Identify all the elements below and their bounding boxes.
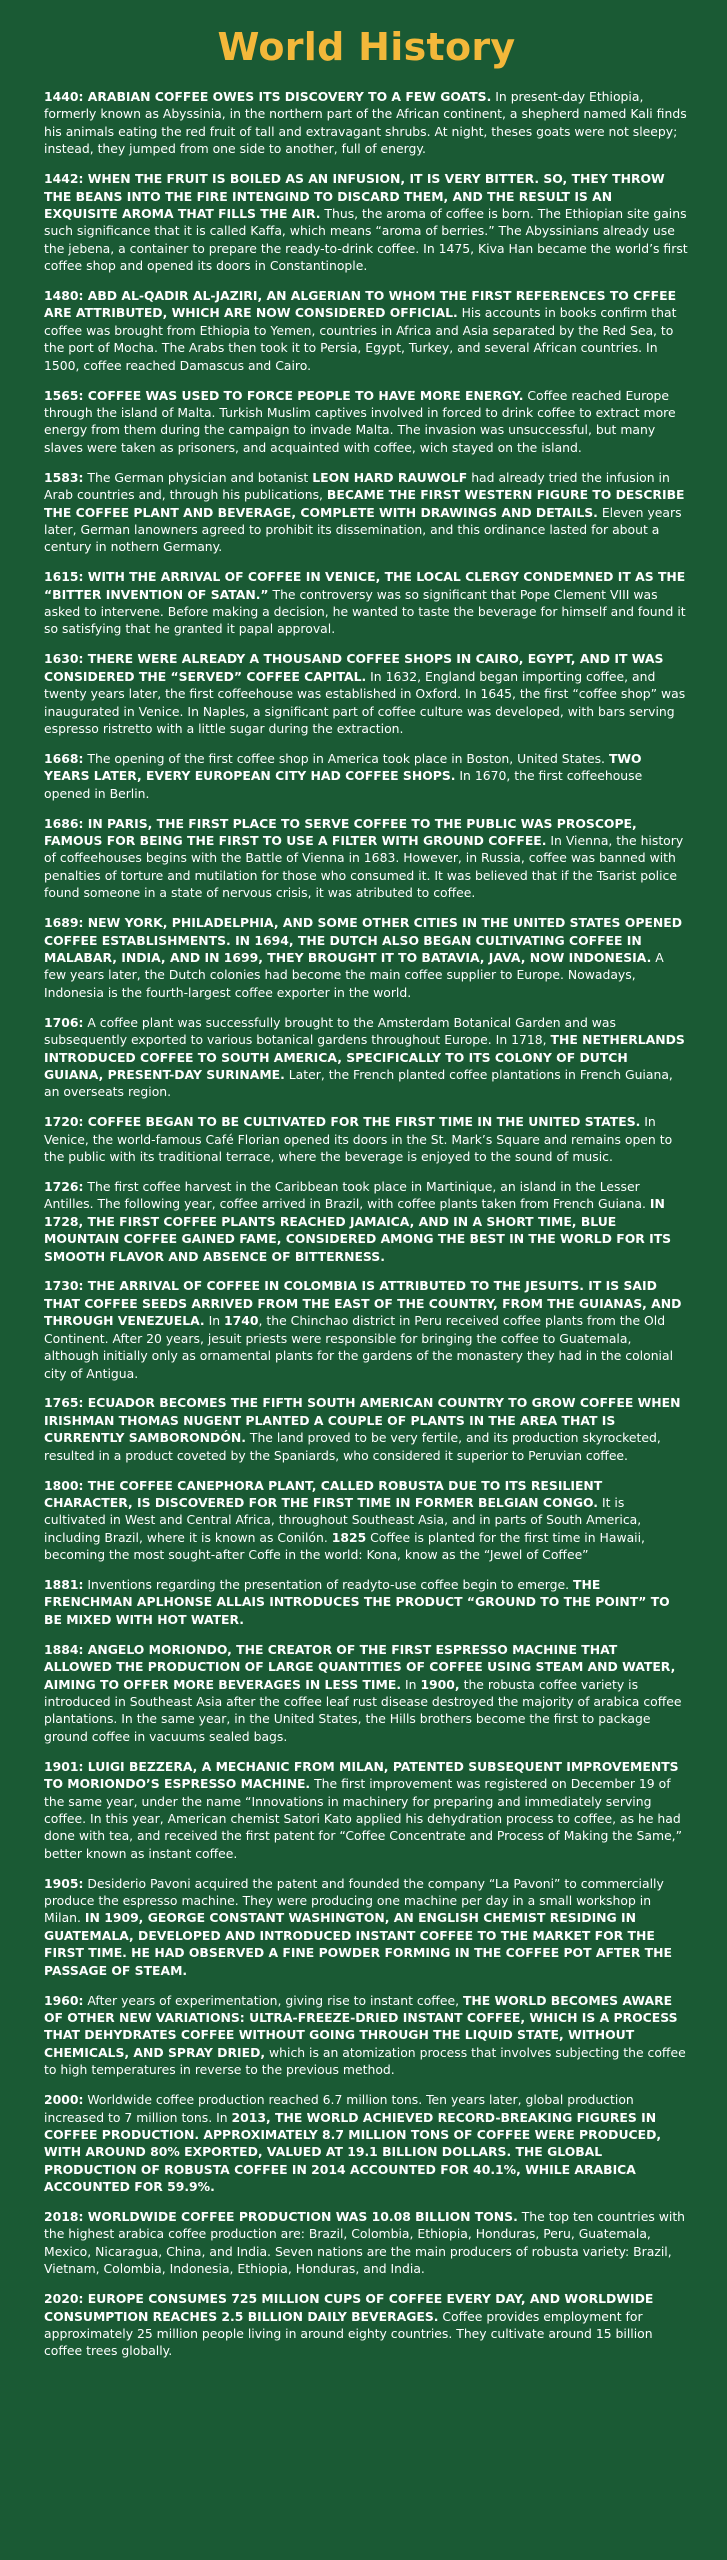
timeline-entry <box>44 1641 689 1745</box>
entry-text: The land proved to be very fertile, and its production skyrocketed, resulted in a product coveted by the Spaniards, who considered it superior to Peruvian coffee. <box>44 1430 661 1463</box>
entry-text: In 1632, England began importing coffee, and twenty years later, the first coffeehouse was established in Oxford. In 1645, the first “coffee shop” was inaugurated in Venice. In Naples, a significant part of coffee culture was developed, with bars serving espresso ristretto with a little sugar during the extraction. <box>44 668 686 736</box>
entry-text: In Venice, the world-famous Café Florian opened its doors in the St. Mark’s Square and remains open to the public with its traditional terrace, where the beverage is enjoyed to the sound of music. <box>44 1114 673 1165</box>
entry-text: Coffee reached Europe through the island of Malta. Turkish Muslim captives involved in forced to drink coffee to extract more energy from them during the campaign to invade Malta. The invasion was unsuccessful, but many slaves were taken as prisoners, and acquainted with coffee, wich stayed on the island. <box>44 387 676 455</box>
entry-text: The first improvement was registered on December 19 of the same year, under the name “Innovations in machinery for preparing and immediately serving coffee. In this year, American chemist Satori Kato applied his dehydration process to coffee, as he had done with tea, and received the first patent for “Coffee Concentrate and Process of Making the Same,” better known as instant coffee. <box>44 1776 683 1861</box>
entry-highlight: 1740 <box>224 1313 259 1329</box>
entry-highlight: 1960: <box>44 1992 84 2008</box>
entry-highlight: 2013, THE WORLD ACHIEVED RECORD-BREAKING FIGURES IN COFFEE PRODUCTION. APPROXIMATELY 8.7 MILLION TONS OF COFFEE WERE PRODUCED, WITH AROUND 80% EXPORTED, VALUED AT 19.1 BILLION DOLLARS. THE GLOBAL PRODUCTION OF ROBUSTA COFFEE IN 2014 ACCOUNTED FOR 40.1%, WHILE ARABICA ACCOUNTED FOR 59.9%. <box>44 2109 662 2195</box>
entry-highlight: THE FRENCHMAN APLHONSE ALLAIS INTRODUCES THE PRODUCT “GROUND TO THE POINT” TO BE MIXED WITH HOT WATER. <box>44 1577 670 1627</box>
entry-highlight: 1905: <box>44 1875 84 1891</box>
entry-text: The controversy was so significant that Pope Clement VIII was asked to intervene. Before making a decision, he wanted to taste the beverage for himself and found it so satisfying that he granted it papal approval. <box>44 586 686 637</box>
entry-highlight: 1583: <box>44 469 84 485</box>
entry-highlight: 2000: <box>44 2092 84 2108</box>
timeline-entry <box>44 1477 689 1564</box>
entry-text: In <box>204 1313 225 1329</box>
entry-text: In <box>401 1676 421 1692</box>
entry-highlight: IN 1909, GEORGE CONSTANT WASHINGTON, AN ENGLISH CHEMIST RESIDING IN GUATEMALA, DEVELOPED AND INTRODUCED INSTANT COFFEE TO THE MARKET FOR THE FIRST TIME. HE HAD OBSERVED A FINE POWDER FORMING IN THE COFFEE POT AFTER THE PASSAGE OF STEAM. <box>44 1910 672 1978</box>
entry-highlight: 1901: LUIGI BEZZERA, A MECHANIC FROM MILAN, PATENTED SUBSEQUENT IMPROVEMENTS TO MORIONDO’S ESPRESSO MACHINE. <box>44 1758 679 1792</box>
entry-highlight: 1825 <box>331 1529 367 1545</box>
entry-text: A few years later, the Dutch colonies had become the main coffee supplier to Europe. Nowadays, Indonesia is the fourth-largest coffee exporter in the world. <box>44 949 664 1000</box>
timeline-entry <box>44 914 689 1001</box>
entry-highlight: 1442: WHEN THE FRUIT IS BOILED AS AN INFUSION, IT IS VERY BITTER. SO, THEY THROW THE BEANS INTO THE FIRE INTENGIND TO DISCARD THEM, AND THE RESULT IS AN EXQUISITE AROMA THAT FILLS THE AIR. <box>44 171 665 221</box>
entry-text: It is cultivated in West and Central Africa, throughout Southeast Asia, and in parts of South America, including Brazil, where it is known as Conilón. <box>44 1494 642 1545</box>
entry-highlight: 2020: EUROPE CONSUMES 725 MILLION CUPS OF COFFEE EVERY DAY, AND WORLDWIDE CONSUMPTION REACHES 2.5 BILLION DAILY BEVERAGES. <box>44 2291 654 2324</box>
entry-text: which is an atomization process that involves subjecting the coffee to high temperatures in reverse to the previous method. <box>44 2044 686 2078</box>
timeline <box>44 88 689 2360</box>
timeline-entry <box>44 1113 689 1165</box>
entry-highlight: 1730: THE ARRIVAL OF COFFEE IN COLOMBIA IS ATTRIBUTED TO THE JESUITS. IT IS SAID THAT COFFEE SEEDS ARRIVED FROM THE EAST OF THE COUNTRY, FROM THE GUIANAS, AND THROUGH VENEZUELA. <box>44 1278 682 1329</box>
entry-text: In present-day Ethiopia, formerly known as Abyssinia, in the northern part of the African continent, a shepherd named Kali finds his animals eating the red fruit of tall and extravagant shrubs. At night, theses goats were not sleepy; instead, they jumped from one side to another, full of energy. <box>44 89 687 157</box>
entry-text: In 1670, the first coffeehouse opened in Berlin. <box>44 768 643 801</box>
timeline-entry <box>44 1178 689 1265</box>
timeline-entry <box>44 568 689 638</box>
entry-highlight: 1800: THE COFFEE CANEPHORA PLANT, CALLED ROBUSTA DUE TO ITS RESILIENT CHARACTER, IS DISCOVERED FOR THE FIRST TIME IN FORMER BELGIAN CONGO. <box>44 1477 603 1510</box>
timeline-entry <box>44 1014 689 1101</box>
entry-text: Inventions regarding the presentation of readyto-use coffee begin to emerge. <box>83 1577 573 1593</box>
entry-text: had already tried the infusion in Arab countries and, through his publications, <box>44 469 670 503</box>
timeline-entry <box>44 287 689 374</box>
timeline-entry <box>44 2091 689 2195</box>
entry-text: His accounts in books confirm that coffee was brought from Ethiopia to Yemen, countries in Africa and Asia separated by the Red Sea, to the port of Mocha. The Arabs then took it to Persia, Egypt, Turkey, and several African countries. In 1500, coffee reached Damascus and Cairo. <box>44 305 677 373</box>
timeline-entry <box>44 1875 689 1979</box>
timeline-entry <box>44 815 689 902</box>
entry-text: Coffee is planted for the first time in Hawaii, becoming the most sought-after Coffe in the world: Kona, know as the “Jewel of Coffee” <box>44 1529 645 1563</box>
entry-highlight: 1440: ARABIAN COFFEE OWES ITS DISCOVERY TO A FEW GOATS. <box>44 89 492 104</box>
entry-highlight: BECAME THE FIRST WESTERN FIGURE TO DESCRIBE THE COFFEE PLANT AND BEVERAGE, COMPLETE WITH DRAWINGS AND DETAILS. <box>44 487 685 520</box>
timeline-entry <box>44 88 689 158</box>
timeline-entry <box>44 750 689 802</box>
timeline-entry <box>44 469 689 556</box>
entry-text: The top ten countries with the highest arabica coffee production are: Brazil, Colombia, Ethiopia, Honduras, Peru, Guatemala, Mexico, Nicaragua, China, and India. Seven nations are the main producers of robusta variety: Brazil, Vietnam, Colombia, Indonesia, Ethiopia, Honduras, and India. <box>44 2209 686 2277</box>
entry-highlight: 1630: THERE WERE ALREADY A THOUSAND COFFEE SHOPS IN CAIRO, EGYPT, AND IT WAS CONSIDERED THE “SERVED” COFFEE CAPITAL. <box>44 651 664 684</box>
entry-highlight: 1689: NEW YORK, PHILADELPHIA, AND SOME OTHER CITIES IN THE UNITED STATES OPENED COFFEE ESTABLISHMENTS. IN 1694, THE DUTCH ALSO BEGAN CULTIVATING COFFEE IN MALABAR, INDIA, AND IN 1699, THEY BROUGHT IT TO BATAVIA, JAVA, NOW INDONESIA. <box>44 915 682 965</box>
entry-highlight: 1480: ABD AL-QADIR AL-JAZIRI, AN ALGERIAN TO WHOM THE FIRST REFERENCES TO CFFEE ARE ATTRIBUTED, WHICH ARE NOW CONSIDERED OFFICIAL. <box>44 288 677 321</box>
entry-text: the robusta coffee variety is introduced in Southeast Asia after the coffee leaf rust disease destroyed the majority of arabica coffee plantations. In the same year, in the United States, the Hills brothers become the first to package ground coffee in vacuums sealed bags. <box>44 1676 682 1744</box>
entry-text: Eleven years later, German lanowners agreed to prohibit its dissemination, and this ordinance lasted for about a century in nothern Germany. <box>44 504 682 555</box>
entry-highlight: 1726: <box>44 1178 84 1194</box>
entry-highlight: 1668: <box>44 750 84 766</box>
entry-text: In Vienna, the history of coffeehouses begins with the Battle of Vienna in 1683. However, in Russia, coffee was banned with penalties of torture and mutilation for those who consumed it. It was believed that if the Tsarist police found someone in a state of nervous crisis, it was atributed to coffee. <box>44 833 684 901</box>
entry-text: The opening of the first coffee shop in America took place in Boston, United States. <box>83 750 609 766</box>
timeline-entry <box>44 2290 689 2360</box>
timeline-entry <box>44 1992 689 2079</box>
entry-text: The German physician and botanist <box>83 469 313 485</box>
timeline-entry <box>44 1758 689 1862</box>
entry-text: Desiderio Pavoni acquired the patent and founded the company “La Pavoni” to commercially produce the espresso machine. They were producing one machine per day in a small workshop in Milan. <box>44 1875 664 1926</box>
entry-text: Later, the French planted coffee plantations in French Guiana, an overseats region. <box>44 1066 673 1100</box>
entry-highlight: 1686: IN PARIS, THE FIRST PLACE TO SERVE COFFEE TO THE PUBLIC WAS PROSCOPE, FAMOUS FOR BEING THE FIRST TO USE A FILTER WITH GROUND COFFEE. <box>44 815 637 849</box>
entry-highlight: 1765: ECUADOR BECOMES THE FIFTH SOUTH AMERICAN COUNTRY TO GROW COFFEE WHEN IRISHMAN THOMAS NUGENT PLANTED A COUPLE OF PLANTS IN THE AREA THAT IS CURRENTLY SAMBORONDÓN. <box>44 1395 681 1446</box>
entry-highlight: 1615: WITH THE ARRIVAL OF COFFEE IN VENICE, THE LOCAL CLERGY CONDEMNED IT AS THE “BITTER INVENTION OF SATAN.” <box>44 569 686 602</box>
entry-highlight: 1881: <box>44 1577 84 1593</box>
entry-highlight: 1900, <box>420 1676 460 1692</box>
entry-text: , the Chinchao district in Peru received coffee plants from the Old Continent. After 20 years, jesuit priests were responsible for bringing the coffee to Guatemala, although initially only as ornamental plants for the gardens of the monastery they had in the colonial city of Antigua. <box>44 1313 674 1381</box>
entry-highlight: 1706: <box>44 1014 84 1030</box>
timeline-entry <box>44 1394 689 1464</box>
entry-text: The first coffee harvest in the Caribbean took place in Martinique, an island in the Lesser Antilles. The following year, coffee arrived in Brazil, with coffee plants taken from French Guiana. <box>44 1178 650 1212</box>
entry-highlight: 2018: WORLDWIDE COFFEE PRODUCTION WAS 10.08 BILLION TONS. <box>44 2209 518 2225</box>
page-title: World History <box>217 25 516 69</box>
timeline-entry <box>44 1277 689 1381</box>
entry-highlight: TWO YEARS LATER, EVERY EUROPEAN CITY HAD COFFEE SHOPS. <box>44 750 642 784</box>
entry-text: After years of experimentation, giving rise to instant coffee, <box>83 1992 463 2008</box>
entry-highlight: THE WORLD BECOMES AWARE OF OTHER NEW VARIATIONS: ULTRA-FREEZE-DRIED INSTANT COFFEE, WHICH IS A PROCESS THAT DEHYDRATES COFFEE WITHOUT GOING THROUGH THE LIQUID STATE, WITHOUT CHEMICALS, AND SPRAY DRIED, <box>44 1992 678 2060</box>
entry-text: Worldwide coffee production reached 6.7 million tons. Ten years later, global production increased to 7 million tons. In <box>44 2092 634 2125</box>
entry-highlight: 1884: ANGELO MORIONDO, THE CREATOR OF THE FIRST ESPRESSO MACHINE THAT ALLOWED THE PRODUCTION OF LARGE QUANTITIES OF COFFEE USING STEAM AND WATER, AIMING TO OFFER MORE BEVERAGES IN LESS TIME. <box>44 1641 676 1692</box>
entry-highlight: 1720: COFFEE BEGAN TO BE CULTIVATED FOR THE FIRST TIME IN THE UNITED STATES. <box>44 1114 641 1130</box>
entry-text: A coffee plant was successfully brought to the Amsterdam Botanical Garden and was subsequently exported to various botanical gardens throughout Europe. In 1718, <box>44 1014 616 1048</box>
entry-highlight: 1565: COFFEE WAS USED TO FORCE PEOPLE TO HAVE MORE ENERGY. <box>44 387 524 403</box>
timeline-entry <box>44 387 689 457</box>
timeline-entry <box>44 1576 689 1628</box>
timeline-entry <box>44 2208 689 2278</box>
entry-text: Thus, the aroma of coffee is born. The Ethiopian site gains such significance that it is called Kaffa, which means “aroma of berries.” The Abyssinians already use the jebena, a container to prepare the ready-to-drink coffee. In 1475, Kiva Han became the world’s first coffee shop and opened its doors in Constantinople. <box>44 205 688 274</box>
timeline-entry <box>44 650 689 737</box>
entry-highlight: IN 1728, THE FIRST COFFEE PLANTS REACHED JAMAICA, AND IN A SHORT TIME, BLUE MOUNTAIN COFFEE GAINED FAME, CONSIDERED AMONG THE BEST IN THE WORLD FOR ITS SMOOTH FLAVOR AND ABSENCE OF BITTERNESS. <box>44 1196 672 1264</box>
timeline-entry <box>44 170 689 274</box>
entry-text: Coffee provides employment for approximately 25 million people living in around eighty countries. They cultivate around 15 billion coffee trees globally. <box>44 2308 653 2359</box>
entry-highlight: THE NETHERLANDS INTRODUCED COFFEE TO SOUTH AMERICA, SPECIFICALLY TO ITS COLONY OF DUTCH GUIANA, PRESENT-DAY SURINAME. <box>44 1032 685 1082</box>
entry-highlight: LEON HARD RAUWOLF <box>312 469 468 485</box>
